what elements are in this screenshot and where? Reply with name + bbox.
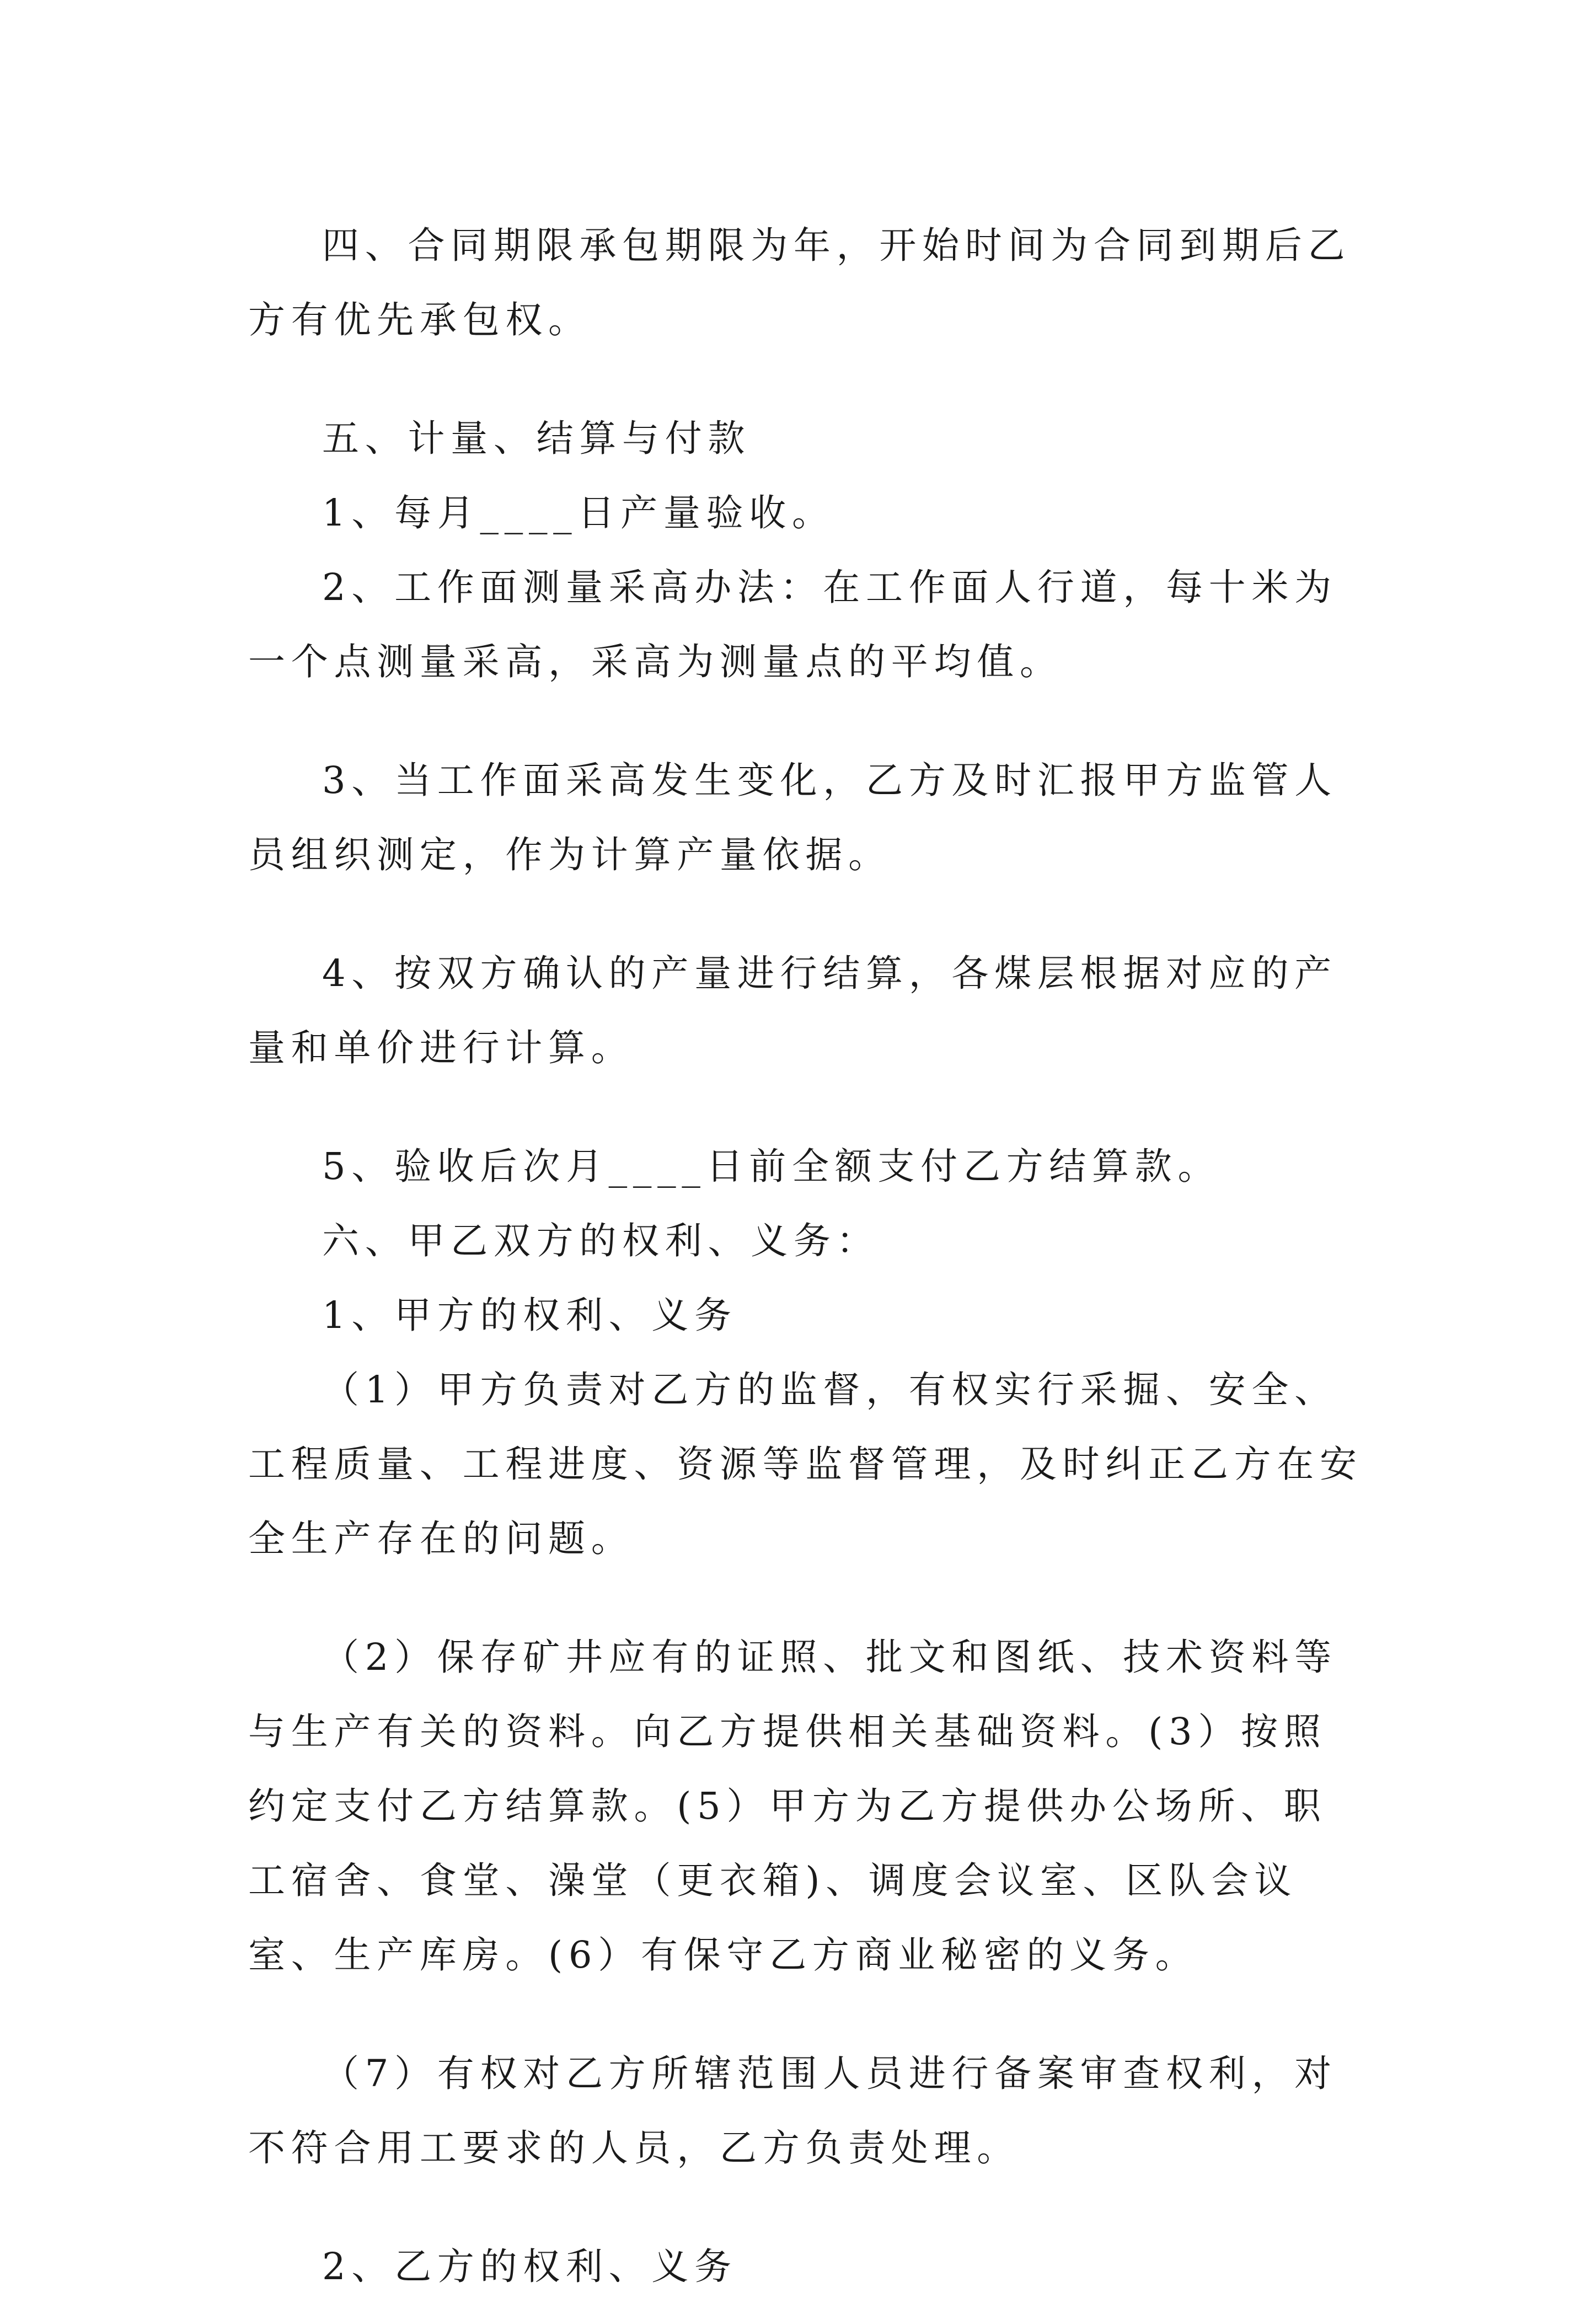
- paragraph-party-a-item-2: （2）保存矿井应有的证照、批文和图纸、技术资料等与生产有关的资料。向乙方提供相关基础资料。(3）按照约定支付乙方结算款。(5）甲方为乙方提供办公场所、职工宿舍、食堂、澡堂（更衣箱)、调度会议室、区队会议室、生产库房。(6）有保守乙方商业秘密的义务。: [248, 1636, 1337, 1976]
- paragraph-measurement-method: 2、工作面测量采高办法：在工作面人行道，每十米为一个点测量采高，采高为测量点的平均值。: [248, 566, 1337, 683]
- paragraph-party-a-item-7: （7）有权对乙方所辖范围人员进行备案审查权利，对不符合用工要求的人员，乙方负责处理。: [248, 2052, 1337, 2169]
- paragraph-party-a-item-1: （1）甲方负责对乙方的监督，有权实行采掘、安全、工程质量、工程进度、资源等监督管理，及时纠正乙方在安全生产存在的问题。: [248, 1368, 1363, 1560]
- paragraph-payment: 5、验收后次月____日前全额支付乙方结算款。: [322, 1145, 1221, 1188]
- paragraph-settlement-basis: 4、按双方确认的产量进行结算，各煤层根据对应的产量和单价进行计算。: [248, 952, 1337, 1069]
- heading-measurement-settlement: 五、计量、结算与付款: [322, 417, 751, 460]
- document-page: [248, 208, 1368, 2304]
- paragraph-contract-term: 四、合同期限承包期限为年，开始时间为合同到期后乙方有优先承包权。: [248, 224, 1351, 341]
- paragraph-height-change: 3、当工作面采高发生变化，乙方及时汇报甲方监管人员组织测定，作为计算产量依据。: [248, 759, 1337, 876]
- heading-party-a-rights: 1、甲方的权利、义务: [322, 1294, 737, 1337]
- heading-party-b-rights: 2、乙方的权利、义务: [322, 2245, 737, 2288]
- heading-rights-obligations: 六、甲乙双方的权利、义务：: [322, 1219, 880, 1262]
- paragraph-monthly-acceptance: 1、每月____日产量验收。: [322, 491, 835, 534]
